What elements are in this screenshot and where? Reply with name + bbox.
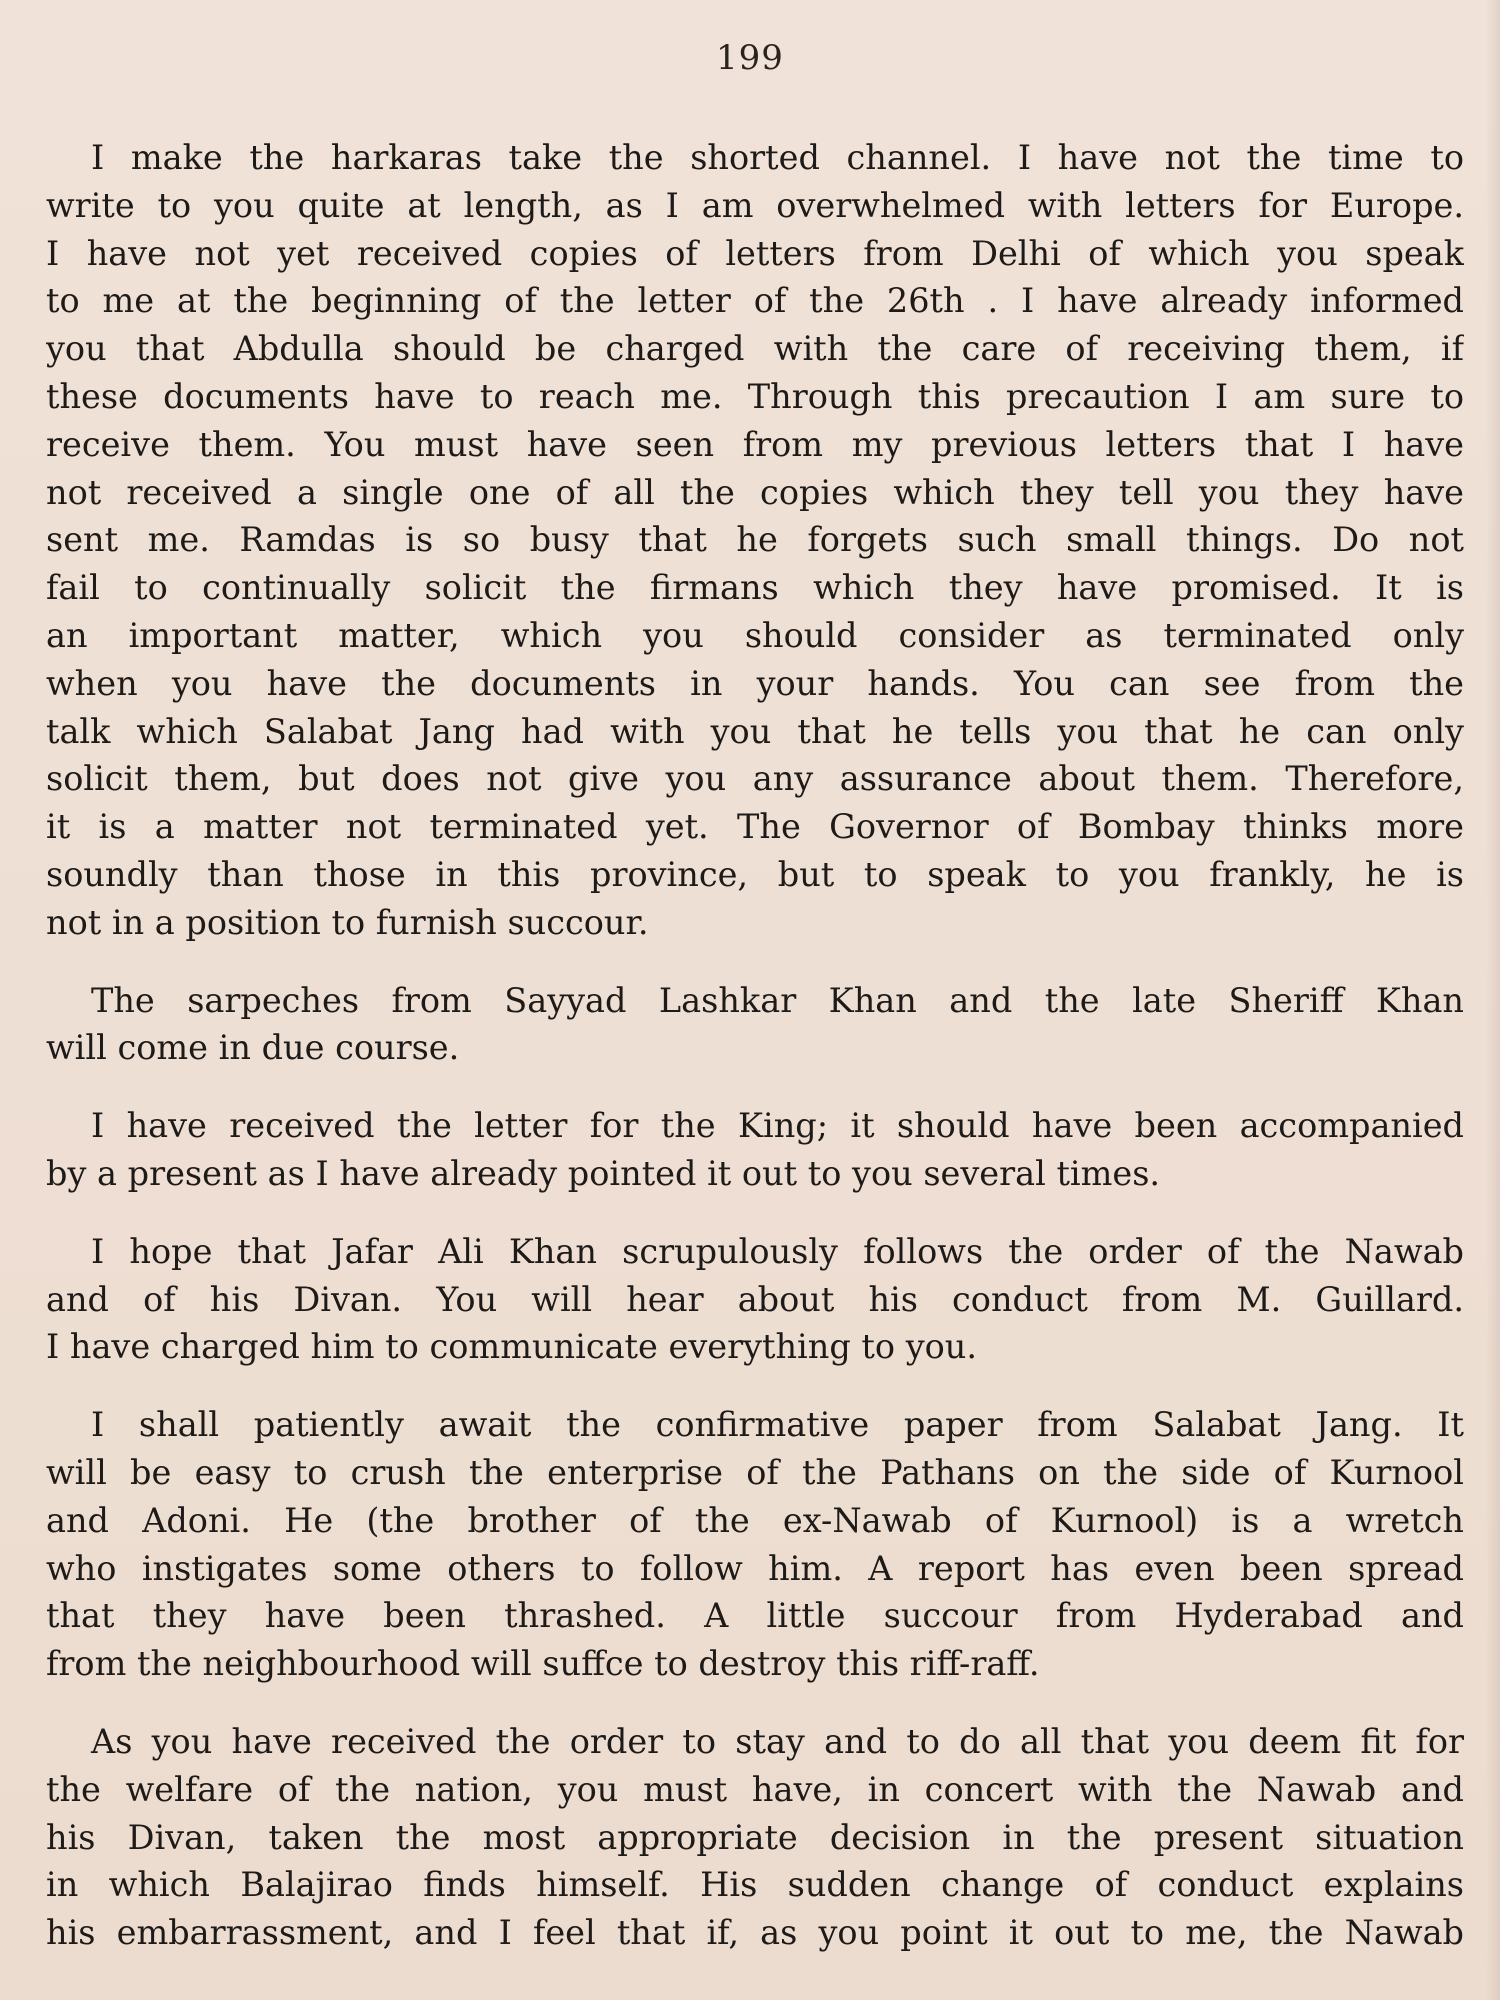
text-line: I shall patiently await the confirmative paper from Salabat Jang. It xyxy=(91,1405,1464,1445)
text-line: solicit them, but does not give you any assurance about them. Therefore, xyxy=(46,759,1464,799)
text-line: his embarrassment, and I feel that if, as you point it out to me, the Nawab xyxy=(46,1913,1464,1953)
paragraph xyxy=(46,1401,1464,1688)
text-line: I have not yet received copies of letters from Delhi of which you speak xyxy=(46,233,1464,273)
text-line: to me at the beginning of the letter of the 26th . I have already informed xyxy=(46,281,1464,321)
text-line: and of his Divan. You will hear about his conduct from M. Guillard. xyxy=(46,1279,1464,1319)
text-line: who instigates some others to follow him. A report has even been spread xyxy=(46,1548,1464,1588)
text-line: will be easy to crush the enterprise of the Pathans on the side of Kurnool xyxy=(46,1452,1464,1492)
text-line: I make the harkaras take the shorted channel. I have not the time to xyxy=(91,138,1464,177)
text-line: by a present as I have already pointed it out to you several times. xyxy=(46,1153,1161,1193)
text-line: you that Abdulla should be charged with the care of receiving them, if xyxy=(46,329,1464,369)
text-line: these documents have to reach me. Through this precaution I am sure to xyxy=(46,376,1464,416)
text-line: that they have been thrashed. A little succour from Hyderabad and xyxy=(46,1596,1464,1636)
text-line: will come in due course. xyxy=(46,1028,460,1068)
text-line: and Adoni. He (the brother of the ex-Nawab of Kurnool) is a wretch xyxy=(46,1500,1464,1540)
text-line: I have received the letter for the King; it should have been accompanied xyxy=(91,1106,1464,1146)
paragraph xyxy=(46,977,1464,1073)
text-line: soundly than those in this province, but to speak to you frankly, he is xyxy=(46,854,1464,894)
paragraph xyxy=(46,1102,1464,1198)
body-text xyxy=(46,134,1464,1987)
text-line: I hope that Jafar Ali Khan scrupulously follows the order of the Nawab xyxy=(91,1231,1464,1271)
text-line: talk which Salabat Jang had with you that he tells you that he can only xyxy=(46,711,1464,751)
page-edge-shadow xyxy=(1486,0,1500,2000)
text-line: the welfare of the nation, you must have, in concert with the Nawab and xyxy=(46,1769,1464,1809)
text-line: when you have the documents in your hands. You can see from the xyxy=(46,663,1464,703)
text-line: from the neighbourhood will suffce to destroy this riff-raff. xyxy=(46,1644,1040,1684)
text-line: an important matter, which you should consider as terminated only xyxy=(46,615,1464,655)
text-line: not received a single one of all the copies which they tell you they have xyxy=(46,472,1464,512)
text-line: it is a matter not terminated yet. The Governor of Bombay thinks more xyxy=(46,807,1464,847)
text-line: sent me. Ramdas is so busy that he forgets such small things. Do not xyxy=(46,520,1464,560)
paragraph xyxy=(46,1228,1464,1371)
text-line: his Divan, taken the most appropriate decision in the present situation xyxy=(46,1817,1464,1857)
text-line: I have charged him to communicate everything to you. xyxy=(46,1327,978,1367)
text-line: in which Balajirao finds himself. His sudden change of conduct explains xyxy=(46,1865,1464,1905)
text-line: write to you quite at length, as I am overwhelmed with letters for Europe. xyxy=(46,185,1464,225)
paragraph xyxy=(46,134,1464,947)
text-line: The sarpeches from Sayyad Lashkar Khan and the late Sheriff Khan xyxy=(91,980,1464,1020)
paragraph xyxy=(46,1718,1464,1957)
text-line: not in a position to furnish succour. xyxy=(46,902,649,942)
text-line: As you have received the order to stay and to do all that you deem fit for xyxy=(91,1721,1464,1761)
text-line: receive them. You must have seen from my previous letters that I have xyxy=(46,424,1464,464)
page-number: 199 xyxy=(716,38,784,78)
text-line: fail to continually solicit the firmans which they have promised. It is xyxy=(46,568,1464,608)
